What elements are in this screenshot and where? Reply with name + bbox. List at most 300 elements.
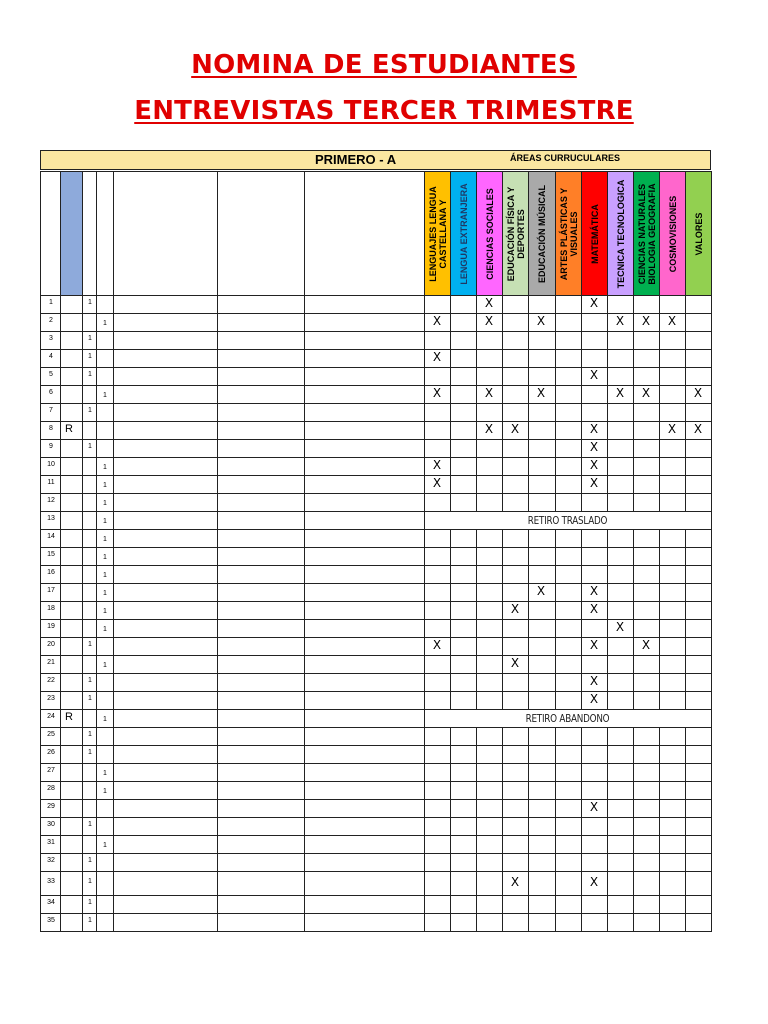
subject-label: CIENCIAS NATURALES BIOLOGIA GEOGRAFIA <box>636 182 657 285</box>
page-title: NOMINA DE ESTUDIANTES <box>191 50 577 80</box>
table-cell <box>476 799 503 818</box>
table-cell <box>113 817 218 836</box>
x-mark: X <box>589 638 599 652</box>
table-cell <box>555 895 582 914</box>
table-cell <box>217 385 305 404</box>
table-cell <box>502 313 529 332</box>
table-cell <box>476 835 503 854</box>
table-cell <box>502 691 529 710</box>
table-cell <box>659 871 686 896</box>
table-cell <box>476 817 503 836</box>
table-cell <box>581 313 608 332</box>
row-col1-value: 1 <box>88 878 92 885</box>
table-cell <box>555 493 582 512</box>
table-cell <box>450 529 477 548</box>
table-cell <box>82 781 97 800</box>
row-col2-value: 1 <box>103 590 107 597</box>
row-col2-value: 1 <box>103 554 107 561</box>
table-cell <box>82 763 97 782</box>
table-cell <box>450 727 477 746</box>
table-cell <box>113 871 218 896</box>
table-cell <box>113 295 218 314</box>
table-cell <box>424 691 451 710</box>
table-cell <box>633 403 660 422</box>
table-cell <box>607 799 634 818</box>
table-cell <box>304 403 425 422</box>
table-cell <box>304 295 425 314</box>
header-cell <box>217 171 305 296</box>
table-cell <box>659 457 686 476</box>
table-cell <box>555 853 582 872</box>
table-cell <box>581 493 608 512</box>
table-cell <box>113 511 218 530</box>
table-cell <box>607 871 634 896</box>
table-cell <box>60 817 83 836</box>
table-cell <box>217 439 305 458</box>
table-cell <box>685 583 712 602</box>
subject-label: ARTES PLÁSTICAS Y VISUALES <box>558 187 579 280</box>
table-cell <box>502 913 529 932</box>
table-cell <box>528 817 556 836</box>
table-cell <box>217 313 305 332</box>
table-cell <box>502 475 529 494</box>
row-number: 24 <box>47 713 55 720</box>
table-cell <box>304 385 425 404</box>
table-cell <box>304 457 425 476</box>
table-cell <box>450 853 477 872</box>
table-cell <box>82 421 97 440</box>
table-cell <box>424 295 451 314</box>
table-cell <box>555 529 582 548</box>
table-cell <box>685 295 712 314</box>
table-cell <box>424 655 451 674</box>
table-cell <box>685 493 712 512</box>
x-mark: X <box>432 314 442 328</box>
row-col1-value: 1 <box>88 731 92 738</box>
table-cell <box>581 745 608 764</box>
table-cell <box>502 331 529 350</box>
table-cell <box>476 637 503 656</box>
subject-header-7 <box>581 171 608 296</box>
table-cell <box>528 637 556 656</box>
table-cell <box>450 895 477 914</box>
table-cell <box>607 475 634 494</box>
table-cell <box>555 781 582 800</box>
table-cell <box>633 601 660 620</box>
table-cell <box>424 817 451 836</box>
table-cell <box>217 853 305 872</box>
table-cell <box>528 895 556 914</box>
table-cell <box>659 781 686 800</box>
table-cell <box>217 583 305 602</box>
x-mark: X <box>510 422 520 436</box>
row-number: 4 <box>49 353 53 360</box>
x-mark: X <box>432 476 442 490</box>
table-cell <box>659 691 686 710</box>
x-mark: X <box>484 422 494 436</box>
row-col2-value: 1 <box>103 464 107 471</box>
table-cell <box>528 529 556 548</box>
table-cell <box>113 475 218 494</box>
table-cell <box>607 835 634 854</box>
table-cell <box>659 637 686 656</box>
x-mark: X <box>589 800 599 814</box>
table-cell <box>82 655 97 674</box>
row-col2-value: 1 <box>103 842 107 849</box>
table-cell <box>217 727 305 746</box>
table-cell <box>633 817 660 836</box>
row-number: 29 <box>47 803 55 810</box>
table-cell <box>528 565 556 584</box>
x-mark: X <box>667 422 677 436</box>
table-cell <box>113 781 218 800</box>
table-cell <box>217 349 305 368</box>
row-number: 5 <box>49 371 53 378</box>
table-cell <box>581 547 608 566</box>
x-mark: X <box>484 386 494 400</box>
table-cell <box>581 781 608 800</box>
table-cell <box>581 403 608 422</box>
table-cell <box>633 763 660 782</box>
table-cell <box>96 367 114 386</box>
table-cell <box>659 385 686 404</box>
x-mark: X <box>432 386 442 400</box>
table-cell <box>450 331 477 350</box>
table-cell <box>450 655 477 674</box>
table-cell <box>502 853 529 872</box>
table-cell <box>633 745 660 764</box>
row-col2-value: 1 <box>103 788 107 795</box>
table-cell <box>60 511 83 530</box>
row-col2-value: 1 <box>103 662 107 669</box>
table-cell <box>82 493 97 512</box>
table-cell <box>528 619 556 638</box>
table-cell <box>581 835 608 854</box>
x-mark: X <box>641 638 651 652</box>
row-col2-value: 1 <box>103 770 107 777</box>
table-cell <box>113 439 218 458</box>
table-cell <box>685 655 712 674</box>
table-cell <box>60 727 83 746</box>
table-cell <box>82 619 97 638</box>
table-cell <box>60 871 83 896</box>
table-cell <box>304 547 425 566</box>
table-cell <box>528 547 556 566</box>
table-cell <box>685 853 712 872</box>
table-cell <box>450 691 477 710</box>
table-cell <box>502 895 529 914</box>
table-cell <box>607 421 634 440</box>
table-cell <box>633 367 660 386</box>
row-number: 6 <box>49 389 53 396</box>
table-cell <box>304 655 425 674</box>
subject-label: TECNICA TECNOLOGICA <box>615 179 626 288</box>
table-cell <box>217 817 305 836</box>
table-cell <box>82 529 97 548</box>
table-cell <box>424 835 451 854</box>
row-number: 2 <box>49 317 53 324</box>
x-mark: X <box>693 422 703 436</box>
table-cell <box>607 367 634 386</box>
table-cell <box>555 619 582 638</box>
table-cell <box>633 421 660 440</box>
x-mark: X <box>536 584 546 598</box>
table-cell <box>659 727 686 746</box>
row-flag: R <box>65 423 73 435</box>
table-cell <box>113 421 218 440</box>
table-cell <box>502 835 529 854</box>
table-cell <box>304 313 425 332</box>
table-cell <box>113 619 218 638</box>
table-cell <box>82 547 97 566</box>
table-cell <box>113 727 218 746</box>
table-cell <box>528 601 556 620</box>
table-cell <box>633 727 660 746</box>
row-number: 8 <box>49 425 53 432</box>
table-cell <box>528 331 556 350</box>
table-cell <box>96 817 114 836</box>
header-cell <box>304 171 425 296</box>
x-mark: X <box>589 296 599 310</box>
table-cell <box>528 673 556 692</box>
table-cell <box>659 655 686 674</box>
table-cell <box>304 493 425 512</box>
subject-header-11 <box>685 171 712 296</box>
course-title: PRIMERO - A <box>315 152 397 167</box>
row-col1-value: 1 <box>88 821 92 828</box>
table-cell <box>607 493 634 512</box>
table-cell <box>476 475 503 494</box>
table-cell <box>581 655 608 674</box>
table-cell <box>60 895 83 914</box>
row-col1-value: 1 <box>88 857 92 864</box>
table-cell <box>581 331 608 350</box>
table-cell <box>113 583 218 602</box>
x-mark: X <box>484 314 494 328</box>
x-mark: X <box>536 386 546 400</box>
table-cell <box>607 745 634 764</box>
table-cell <box>528 403 556 422</box>
table-cell <box>528 745 556 764</box>
table-cell <box>304 511 425 530</box>
table-cell <box>633 439 660 458</box>
table-cell <box>304 799 425 818</box>
table-cell <box>528 439 556 458</box>
x-mark: X <box>510 875 520 889</box>
table-cell <box>450 565 477 584</box>
table-cell <box>528 781 556 800</box>
row-number: 10 <box>47 461 55 468</box>
table-cell <box>659 439 686 458</box>
subject-header-4 <box>502 171 529 296</box>
table-cell <box>607 331 634 350</box>
row-number: 9 <box>49 443 53 450</box>
table-cell <box>304 367 425 386</box>
table-cell <box>528 349 556 368</box>
table-cell <box>476 349 503 368</box>
table-cell <box>607 565 634 584</box>
row-col2-value: 1 <box>103 518 107 525</box>
table-cell <box>476 727 503 746</box>
row-number: 23 <box>47 695 55 702</box>
table-cell <box>476 619 503 638</box>
table-cell <box>96 745 114 764</box>
header-cell <box>40 171 61 296</box>
row-number: 28 <box>47 785 55 792</box>
table-cell <box>217 547 305 566</box>
table-cell <box>659 853 686 872</box>
table-cell <box>424 745 451 764</box>
table-cell <box>476 493 503 512</box>
table-cell <box>217 799 305 818</box>
table-cell <box>528 295 556 314</box>
table-cell <box>60 475 83 494</box>
x-mark: X <box>510 602 520 616</box>
table-cell <box>304 439 425 458</box>
row-number: 31 <box>47 839 55 846</box>
table-cell <box>528 457 556 476</box>
table-cell <box>217 457 305 476</box>
row-number: 30 <box>47 821 55 828</box>
page-subtitle: ENTREVISTAS TERCER TRIMESTRE <box>134 96 634 126</box>
row-col2-value: 1 <box>103 716 107 723</box>
table-cell <box>450 835 477 854</box>
table-cell <box>424 781 451 800</box>
row-number: 25 <box>47 731 55 738</box>
table-cell <box>502 799 529 818</box>
row-number: 34 <box>47 899 55 906</box>
table-cell <box>96 331 114 350</box>
table-cell <box>304 817 425 836</box>
x-mark: X <box>615 620 625 634</box>
table-cell <box>96 439 114 458</box>
table-cell <box>96 727 114 746</box>
table-cell <box>633 295 660 314</box>
table-cell <box>217 421 305 440</box>
table-cell <box>60 691 83 710</box>
row-note: RETIRO TRASLADO <box>527 514 608 527</box>
table-cell <box>607 601 634 620</box>
table-cell <box>450 619 477 638</box>
table-cell <box>113 655 218 674</box>
table-cell <box>581 817 608 836</box>
row-col1-value: 1 <box>88 695 92 702</box>
table-cell <box>659 745 686 764</box>
table-cell <box>685 457 712 476</box>
header-cell <box>82 171 97 296</box>
table-cell <box>633 691 660 710</box>
x-mark: X <box>693 386 703 400</box>
table-cell <box>113 763 218 782</box>
x-mark: X <box>432 350 442 364</box>
table-cell <box>555 331 582 350</box>
table-cell <box>528 835 556 854</box>
table-cell <box>555 457 582 476</box>
table-cell <box>476 601 503 620</box>
table-cell <box>424 565 451 584</box>
row-number: 15 <box>47 551 55 558</box>
row-col1-value: 1 <box>88 917 92 924</box>
table-cell <box>217 601 305 620</box>
table-cell <box>659 895 686 914</box>
table-cell <box>217 529 305 548</box>
row-col2-value: 1 <box>103 572 107 579</box>
table-cell <box>502 367 529 386</box>
table-cell <box>633 457 660 476</box>
table-cell <box>113 385 218 404</box>
table-cell <box>659 331 686 350</box>
table-cell <box>555 313 582 332</box>
table-cell <box>217 331 305 350</box>
table-cell <box>502 817 529 836</box>
table-cell <box>633 895 660 914</box>
table-cell <box>424 493 451 512</box>
table-cell <box>424 727 451 746</box>
row-number: 12 <box>47 497 55 504</box>
table-cell <box>217 619 305 638</box>
table-cell <box>659 367 686 386</box>
table-cell <box>502 385 529 404</box>
table-cell <box>82 583 97 602</box>
row-number: 11 <box>47 479 55 486</box>
table-cell <box>60 403 83 422</box>
table-cell <box>304 745 425 764</box>
table-cell <box>424 601 451 620</box>
row-number: 19 <box>47 623 55 630</box>
table-cell <box>424 871 451 896</box>
row-col1-value: 1 <box>88 299 92 306</box>
table-cell <box>633 493 660 512</box>
table-cell <box>633 529 660 548</box>
table-cell <box>424 331 451 350</box>
table-cell <box>502 349 529 368</box>
table-cell <box>607 457 634 476</box>
table-cell <box>424 583 451 602</box>
table-cell <box>476 913 503 932</box>
subject-label: EDUCACIÓN MÚSICAL <box>537 184 547 283</box>
table-cell <box>476 745 503 764</box>
table-cell <box>217 403 305 422</box>
table-cell <box>659 295 686 314</box>
table-cell <box>555 913 582 932</box>
table-cell <box>96 799 114 818</box>
row-number: 22 <box>47 677 55 684</box>
table-cell <box>60 493 83 512</box>
table-cell <box>581 895 608 914</box>
table-cell <box>304 895 425 914</box>
row-col2-value: 1 <box>103 482 107 489</box>
table-cell <box>685 331 712 350</box>
row-col2-value: 1 <box>103 500 107 507</box>
table-cell <box>113 853 218 872</box>
row-number: 18 <box>47 605 55 612</box>
table-cell <box>82 475 97 494</box>
table-cell <box>450 871 477 896</box>
table-cell <box>304 331 425 350</box>
x-mark: X <box>667 314 677 328</box>
table-cell <box>113 547 218 566</box>
x-mark: X <box>510 656 520 670</box>
table-cell <box>424 547 451 566</box>
table-cell <box>304 475 425 494</box>
table-cell <box>476 529 503 548</box>
table-cell <box>217 655 305 674</box>
table-cell <box>555 349 582 368</box>
table-cell <box>528 763 556 782</box>
table-cell <box>476 781 503 800</box>
table-cell <box>450 817 477 836</box>
table-cell <box>659 475 686 494</box>
